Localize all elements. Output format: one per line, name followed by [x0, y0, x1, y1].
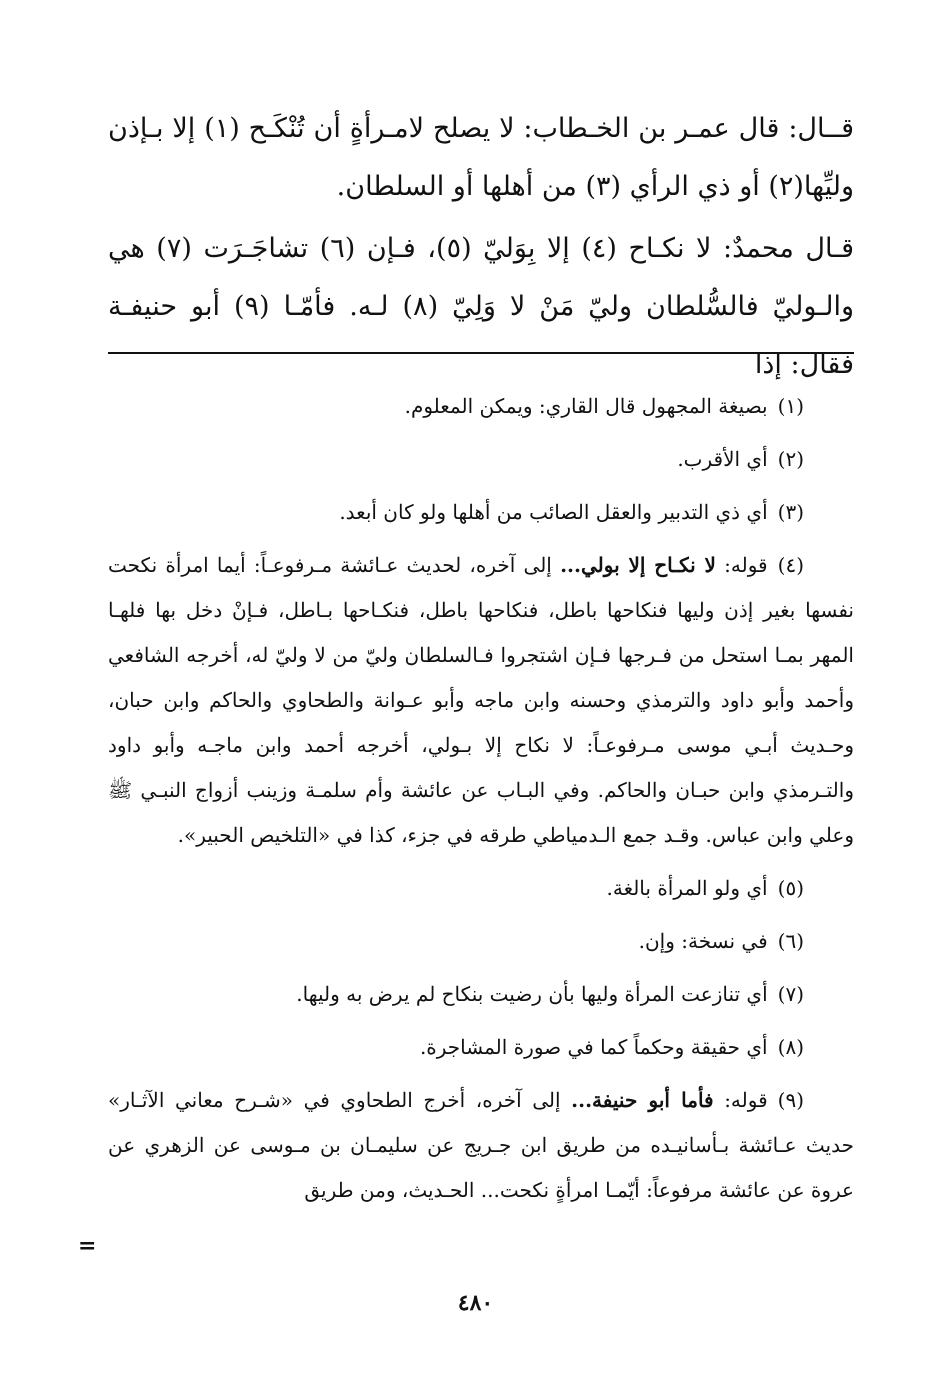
footnote-text: إلى آخره، لحديث عـائشة مـرفوعـاً: أيما امرأة نكحت نفسها بغير إذن وليها فنكاحها باطل، فنكاحها باطل، فنكـاحها بـاطل، فـإنْ دخل بها فلهـا المهر بمـا استحل من فـرجها فـإن اشتجروا فـالسلطان وليّ من لا وليّ له، أخرجه الشافعي وأحمد وأبو داود والترمذي وحسنه وابن ماجه وأبو عـوانة والطحاوي والحاكم وابن حبان، وحـديث أبـي موسى مـرفوعـاً: لا نكاح إلا بـولي، أخرجه أحمد وابن ماجـه وأبو داود والتـرمذي وابن حبـان والحاكم. وفي البـاب عن عائشة وأم سلمـة وزينب أزواج النبـي ﷺ وعلي وابن عباس. وقـد جمع الـدمياطي طرقه في جزء، كذا في «التلخيص الحبير».	[108, 553, 854, 847]
footnote-text: أي ولو المرأة بالغة.	[606, 876, 768, 900]
footnote-number: (١)	[777, 394, 804, 418]
footnote-text: أي تنازعت المرأة وليها بأن رضيت بنكاح لم يرض به وليها.	[296, 982, 768, 1006]
footnote-text: أي الأقرب.	[677, 447, 768, 471]
footnotes	[108, 384, 854, 1221]
footnote-separator	[108, 352, 854, 354]
footnote-text: بصيغة المجهول قال القاري: ويمكن المعلوم.	[404, 394, 768, 418]
footnote-lead: قوله:	[724, 553, 768, 577]
footnote-number: (٨)	[777, 1035, 804, 1059]
footnote-text: أي ذي التدبير والعقل الصائب من أهلها ولو كان أبعد.	[339, 500, 768, 524]
page-number: ٤٨٠	[457, 1290, 494, 1316]
footnote-text: في نسخة: وإن.	[638, 929, 768, 953]
footnote-quoted-text: لا نكـاح إلا بولي...	[560, 553, 716, 577]
footnote-lead: قوله:	[724, 1088, 768, 1112]
footnote-2	[108, 437, 854, 482]
footnote-number: (٧)	[777, 982, 804, 1006]
footnote-number: (٩)	[777, 1088, 805, 1112]
footnote-number: (٥)	[777, 876, 804, 900]
main-paragraph-1: قــال: قال عمـر بن الخـطاب: لا يصلح لامـرأةٍ أن تُنْكَـح (١) إلا بـإذن وليِّها(٢) أو ذي الرأي (٣) من أهلها أو السلطان.	[108, 113, 854, 202]
main-paragraph-2: قـال محمدٌ: لا نكـاح (٤) إلا بِوَليّ (٥)، فـإن (٦) تشاجَـرَت (٧) هي والـوليّ فالسُّلطان وليّ مَنْ لا وَلِيّ (٨) لـه. فأمّـا (٩) أبو حنيفـة فقال: إذا	[108, 233, 854, 380]
footnote-6	[108, 919, 854, 964]
footnote-number: (٣)	[777, 500, 804, 524]
footnote-1	[108, 384, 854, 429]
footnote-number: (٤)	[777, 553, 804, 577]
footnote-text: أي حقيقة وحكماً كما في صورة المشاجرة.	[419, 1035, 768, 1059]
footnote-7	[108, 972, 854, 1017]
footnote-8	[108, 1025, 854, 1070]
footnote-3	[108, 490, 854, 535]
footnote-quoted-text: فأما أبو حنيفة...	[571, 1088, 714, 1112]
footnote-5	[108, 866, 854, 911]
footnote-number: (٢)	[777, 447, 804, 471]
footnote-9	[108, 1078, 854, 1213]
continuation-mark: =	[78, 1233, 97, 1259]
footnote-number: (٦)	[777, 929, 804, 953]
main-text	[108, 100, 854, 400]
footnote-4	[108, 543, 854, 858]
footnote-text: إلى آخره، أخرج الطحاوي في «شـرح معاني الآثـار» حديث عـائشة بـأسانيـده من طريق ابن جـريج عن سليمـان بن مـوسى عن الزهري عن عروة عن عائشة مرفوعاً: أيّمـا امرأةٍ نكحت... الحـديث، ومن طريق	[108, 1088, 854, 1202]
